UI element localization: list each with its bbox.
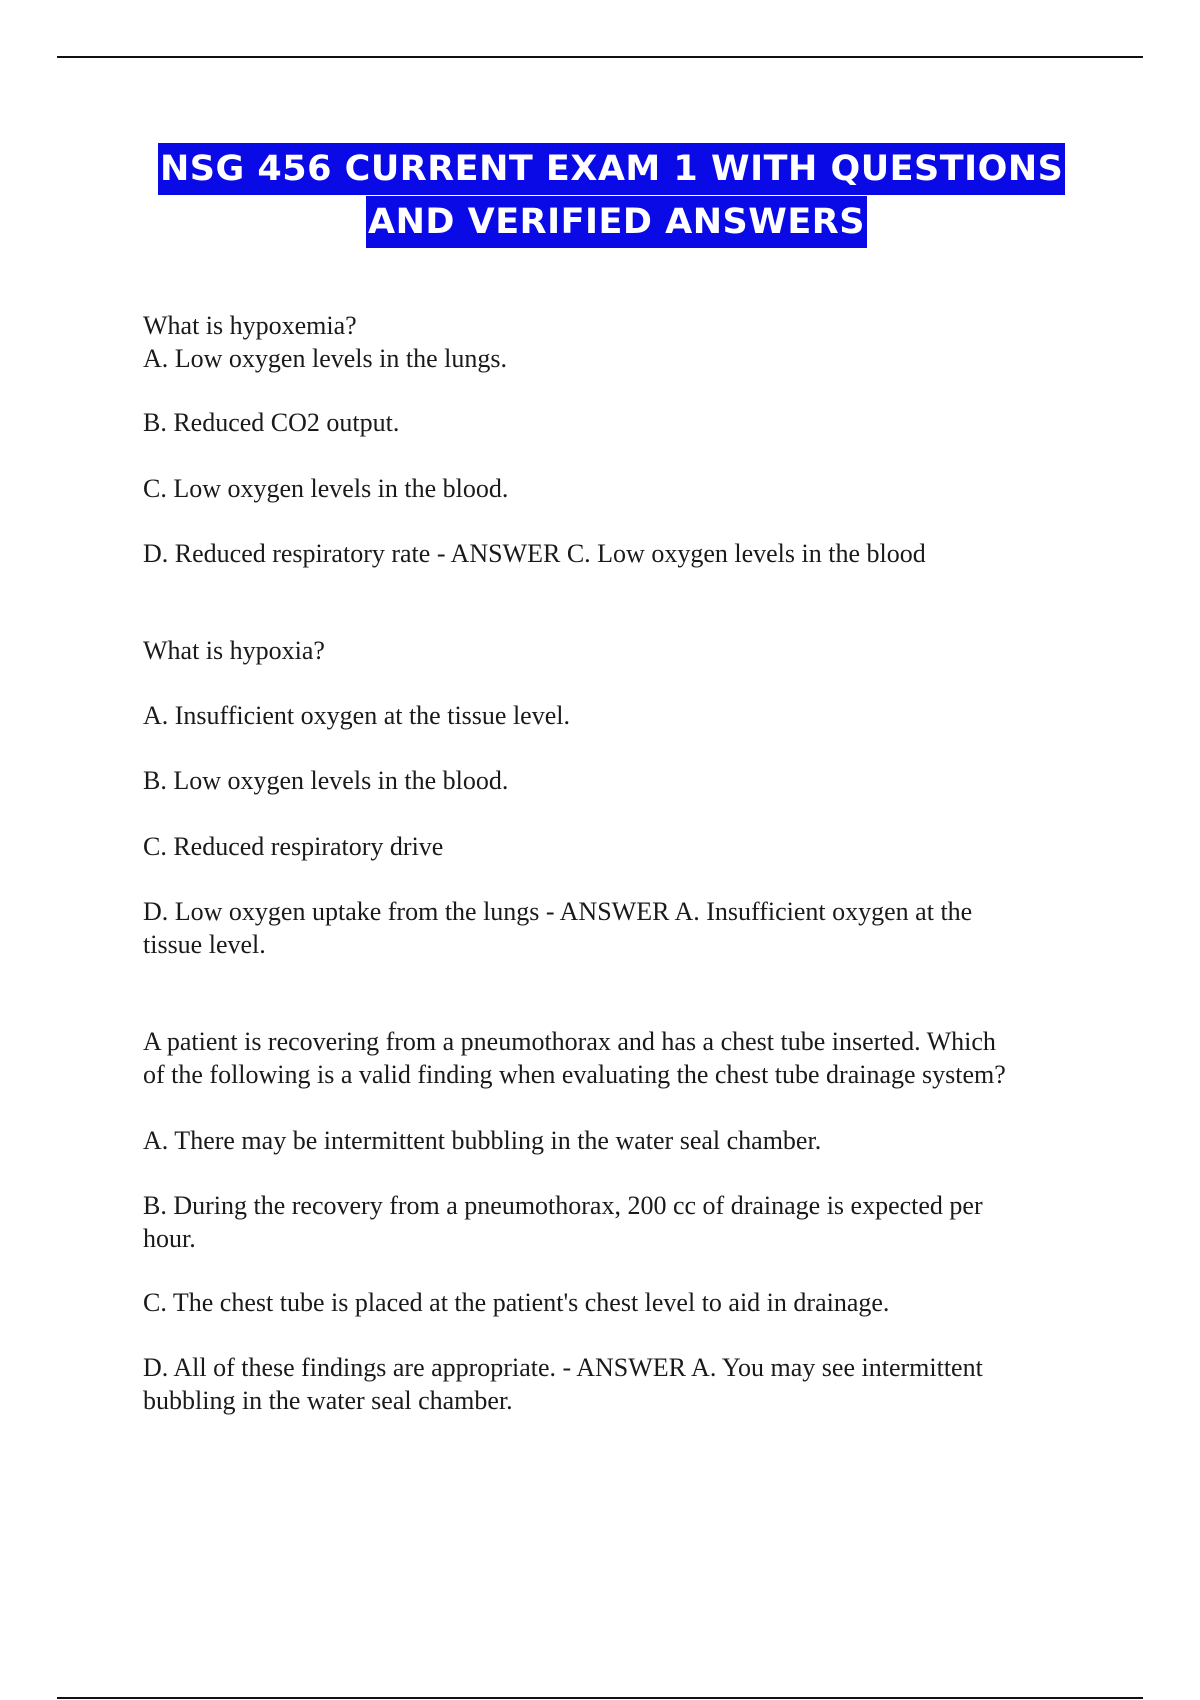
question-prompt: What is hypoxia? bbox=[143, 636, 325, 665]
option-d-answer-line-1: D. Low oxygen uptake from the lungs - ANSWER A. Insufficient oxygen at the bbox=[143, 897, 973, 926]
option-b-line-2: hour. bbox=[143, 1224, 196, 1253]
option-b-line-1: B. During the recovery from a pneumothorax, 200 cc of drainage is expected per bbox=[143, 1191, 983, 1220]
bottom-divider bbox=[57, 1697, 1143, 1699]
option-a: A. There may be intermittent bubbling in the water seal chamber. bbox=[143, 1126, 822, 1155]
question-prompt: What is hypoxemia? bbox=[143, 311, 357, 340]
title-line-2: AND VERIFIED ANSWERS bbox=[366, 196, 867, 248]
option-d-answer: D. Reduced respiratory rate - ANSWER C. Low oxygen levels in the blood bbox=[143, 539, 926, 568]
question-prompt-line-2: of the following is a valid finding when evaluating the chest tube drainage system? bbox=[143, 1060, 1006, 1089]
option-d-answer-line-2: tissue level. bbox=[143, 930, 266, 959]
option-c: C. The chest tube is placed at the patient's chest level to aid in drainage. bbox=[143, 1288, 890, 1317]
option-c: C. Low oxygen levels in the blood. bbox=[143, 474, 509, 503]
question-prompt-line-1: A patient is recovering from a pneumothorax and has a chest tube inserted. Which bbox=[143, 1027, 996, 1056]
title-line-1: NSG 456 CURRENT EXAM 1 WITH QUESTIONS bbox=[158, 143, 1065, 195]
option-d-answer-line-2: bubbling in the water seal chamber. bbox=[143, 1386, 513, 1415]
option-b: B. Reduced CO2 output. bbox=[143, 408, 400, 437]
option-b: B. Low oxygen levels in the blood. bbox=[143, 766, 509, 795]
option-c: C. Reduced respiratory drive bbox=[143, 832, 444, 861]
top-divider bbox=[57, 56, 1143, 58]
option-d-answer-line-1: D. All of these findings are appropriate. - ANSWER A. You may see intermittent bbox=[143, 1353, 983, 1382]
option-a: A. Insufficient oxygen at the tissue level. bbox=[143, 701, 570, 730]
option-a: A. Low oxygen levels in the lungs. bbox=[143, 344, 507, 373]
